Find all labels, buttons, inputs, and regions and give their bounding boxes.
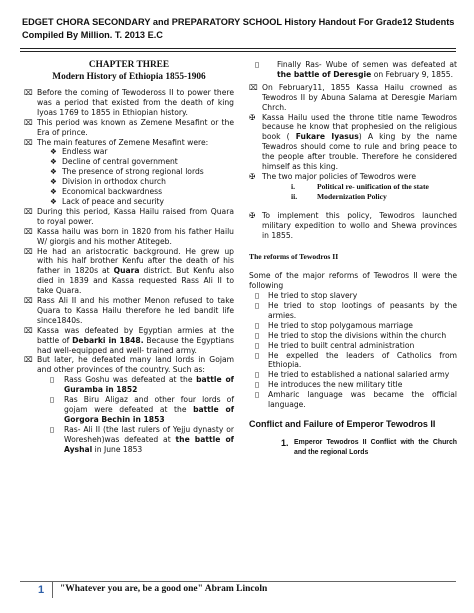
- conflict-heading: Conflict and Failure of Emperor Tewodros II: [249, 419, 436, 429]
- reform-item: [255, 351, 457, 371]
- diamond-bullet-icon: ❖: [50, 147, 57, 157]
- bullet-square-icon: ⌧: [249, 82, 258, 92]
- bullet-square-icon: ⌧: [24, 88, 33, 97]
- feature-text: Endless war: [62, 147, 108, 157]
- paragraph: Kassa was defeated by Egyptian armies at the battle of Debarki in 1848. Because the Egyptians had well-equipped and well- trained army.: [37, 325, 235, 355]
- battle-item: [50, 395, 234, 425]
- feature-item: [50, 167, 234, 177]
- feature-item: [50, 197, 234, 207]
- diamond-bullet-icon: ❖: [50, 196, 57, 206]
- box-bullet-icon: ▯: [255, 370, 260, 380]
- footer-rule: [20, 581, 456, 582]
- battle-text: Ras Biru Aligaz and other four lords of gojam were defeated at the battle of Gorgora Bechin in 1853: [64, 395, 234, 424]
- battle-item: [255, 60, 457, 80]
- bullet-square-icon: ⌧: [24, 246, 33, 256]
- list-item: [24, 138, 234, 148]
- feature-text: Division in orthodox church: [62, 177, 166, 187]
- battle-item: [50, 375, 234, 395]
- policy-number: i.: [291, 181, 296, 191]
- reform-item: [255, 370, 457, 380]
- policies-list: [249, 182, 457, 202]
- battle-text: Ras- Ali II (the last rulers of Yejju dynasty or Woresheh)was defeated at the battle of Ayshal in June 1853: [64, 424, 234, 454]
- box-bullet-icon: ▯: [255, 291, 260, 301]
- bullet-square-icon: ⌧: [24, 325, 33, 335]
- reform-text: He expelled the leaders of Catholics from Ethiopia.: [268, 350, 457, 370]
- paragraph: This period was known as Zemene Mesafint or the Era of prince.: [37, 117, 234, 137]
- feature-item: [50, 177, 234, 187]
- list-item: [24, 207, 234, 227]
- box-bullet-icon: ▯: [255, 60, 260, 69]
- list-item: [24, 326, 234, 356]
- feature-item: [50, 147, 234, 157]
- box-bullet-icon: ▯: [255, 330, 260, 340]
- header-rule-thin: [20, 51, 456, 52]
- box-bullet-icon: ▯: [50, 375, 55, 385]
- feature-text: Economical backwardness: [62, 187, 163, 197]
- bullet-square-icon: ⌧: [24, 206, 33, 216]
- header-line-2: Compiled By Million. T. 2013 E.C: [22, 29, 163, 40]
- list-item: [249, 113, 457, 172]
- reform-text: He tried to stop the divisions within the church: [268, 330, 447, 340]
- reform-text: He tried to established a national salaried army: [268, 370, 450, 380]
- box-bullet-icon: ▯: [50, 395, 55, 405]
- reforms-intro: Some of the major reforms of Tewodros II were the following: [249, 271, 457, 291]
- list-item: [24, 118, 234, 138]
- policy-text: Political re- unification of the state: [317, 181, 429, 191]
- box-bullet-icon: ▯: [255, 350, 260, 360]
- reform-item: [255, 390, 457, 410]
- paragraph: He had an aristocratic background. He grew up with his half brother Kenfu after the death of his father in 1820s at Quara district. But Kenfu also died in 1839 and Kassa requested Rass Ali II to take Quara.: [37, 246, 234, 296]
- page-header: [22, 16, 458, 41]
- item-number: 1.: [281, 438, 289, 448]
- reform-text: He tried to stop lootings of peasants by the armies.: [268, 301, 457, 320]
- box-bullet-icon: ▯: [255, 380, 260, 390]
- paragraph: Before the coming of Tewodeross II to power there was a period that existed from the death of king Iyoas 1769 to 1855 in Ethiopian history.: [37, 88, 234, 117]
- reform-item: [255, 331, 457, 341]
- paragraph: During this period, Kassa Hailu raised from Quara to royal power.: [37, 206, 234, 226]
- battles-list: [24, 375, 234, 454]
- reform-item: [255, 301, 457, 321]
- reform-text: Amharic language was became the official language.: [268, 390, 457, 410]
- bullet-square-icon: ⌧: [24, 296, 33, 306]
- bullet-square-icon: ⌧: [24, 137, 33, 147]
- chapter-title: Modern History of Ethiopia 1855-1906: [52, 71, 206, 82]
- box-bullet-icon: ▯: [50, 424, 55, 434]
- battle-item: [50, 425, 234, 455]
- reform-text: He tried to stop slavery: [268, 291, 358, 301]
- paragraph: The two major policies of Tewodros were: [262, 171, 417, 181]
- header-line-1: EDGET CHORA SECONDARY and PREPARATORY SCHOOL History Handout For Grade12 Students: [22, 17, 455, 27]
- diamond-bullet-icon: ❖: [50, 187, 57, 197]
- list-item: [24, 355, 234, 375]
- paragraph: But later, he defeated many land lords in Gojam and other provinces of the country. Such as:: [37, 355, 234, 375]
- reform-text: He tried to built central administration: [268, 340, 415, 350]
- cross-bullet-icon: ✠: [249, 171, 256, 181]
- feature-text: Lack of peace and security: [62, 196, 165, 206]
- feature-text: The presence of strong regional lords: [62, 167, 204, 177]
- paragraph: Rass Ali II and his mother Menon refused to take Quara to Kassa Hailu therefore he led bandit life since1840s.: [37, 296, 234, 325]
- reform-item: [255, 380, 457, 390]
- chapter-number: CHAPTER THREE: [88, 60, 170, 70]
- list-item: [249, 211, 457, 241]
- paragraph: To implement this policy, Tewodros launched military expedition to wollo and Shewa provinces in 1855.: [262, 210, 457, 240]
- box-bullet-icon: ▯: [255, 320, 260, 330]
- numbered-item: [249, 438, 457, 458]
- battle-text: Rass Goshu was defeated at the battle of Guramba in 1852: [64, 375, 234, 395]
- bullet-square-icon: ⌧: [24, 117, 33, 127]
- numbered-text: Emperor Tewodros II Conflict with the Church and the regional Lords: [294, 439, 457, 456]
- left-column: [24, 60, 234, 455]
- reforms-list: [249, 291, 457, 410]
- right-column: [249, 60, 457, 458]
- policy-item: [291, 182, 457, 192]
- footer-divider: [52, 582, 53, 598]
- box-bullet-icon: ▯: [255, 390, 260, 400]
- reform-item: [255, 321, 457, 331]
- page-number: 1: [38, 584, 45, 596]
- list-item: [24, 296, 234, 326]
- bullet-square-icon: ⌧: [24, 355, 33, 365]
- diamond-bullet-icon: ❖: [50, 157, 57, 167]
- header-rule-thick: [20, 48, 456, 49]
- cross-bullet-icon: ✠: [249, 210, 256, 220]
- reform-item: [255, 291, 457, 301]
- paragraph: Kassa Hailu used the throne title name Tewodros because he know that prophesied on the religious book ( Fukare Iyasus) A king by the name Tewadros should come to rule and bring peace to the people after trouble. Therefore he considered himself as this king.: [262, 112, 457, 172]
- battles-list-continued: [249, 60, 457, 80]
- reforms-heading: The reforms of Tewodros II: [249, 252, 339, 262]
- box-bullet-icon: ▯: [255, 301, 260, 311]
- paragraph: On February11, 1855 Kassa Hailu crowned as Tewodros II by Abuna Salama at Deresgie Mariam Chrch.: [262, 82, 457, 112]
- reform-item: [255, 341, 457, 351]
- diamond-bullet-icon: ❖: [50, 167, 57, 177]
- features-list: [24, 147, 234, 206]
- list-item: [24, 88, 234, 118]
- box-bullet-icon: ▯: [255, 340, 260, 350]
- diamond-bullet-icon: ❖: [50, 177, 57, 187]
- policy-item: [291, 192, 457, 202]
- footer-quote: "Whatever you are, be a good one" Abram Lincoln: [60, 584, 268, 594]
- list-item: [249, 172, 457, 182]
- list-item: [24, 227, 234, 247]
- paragraph: The main features of Zemene Mesafint were:: [37, 137, 209, 147]
- list-item: [249, 83, 457, 113]
- feature-text: Decline of central government: [62, 157, 178, 167]
- policy-number: ii.: [291, 191, 298, 201]
- battle-text: Finally Ras- Wube of semen was defeated at the battle of Deresgie on February 9, 1855.: [277, 60, 457, 79]
- policy-text: Modernization Policy: [317, 191, 387, 201]
- feature-item: [50, 157, 234, 167]
- reform-text: He tried to stop polygamous marriage: [268, 320, 413, 330]
- list-item: [24, 247, 234, 297]
- reform-text: He introduces the new military title: [268, 380, 403, 390]
- paragraph: Kassa hailu was born in 1820 from his father Hailu W/ giorgis and his mother Atitegeb.: [37, 226, 234, 246]
- cross-bullet-icon: ✠: [249, 112, 256, 122]
- feature-item: [50, 187, 234, 197]
- bullet-square-icon: ⌧: [24, 226, 33, 236]
